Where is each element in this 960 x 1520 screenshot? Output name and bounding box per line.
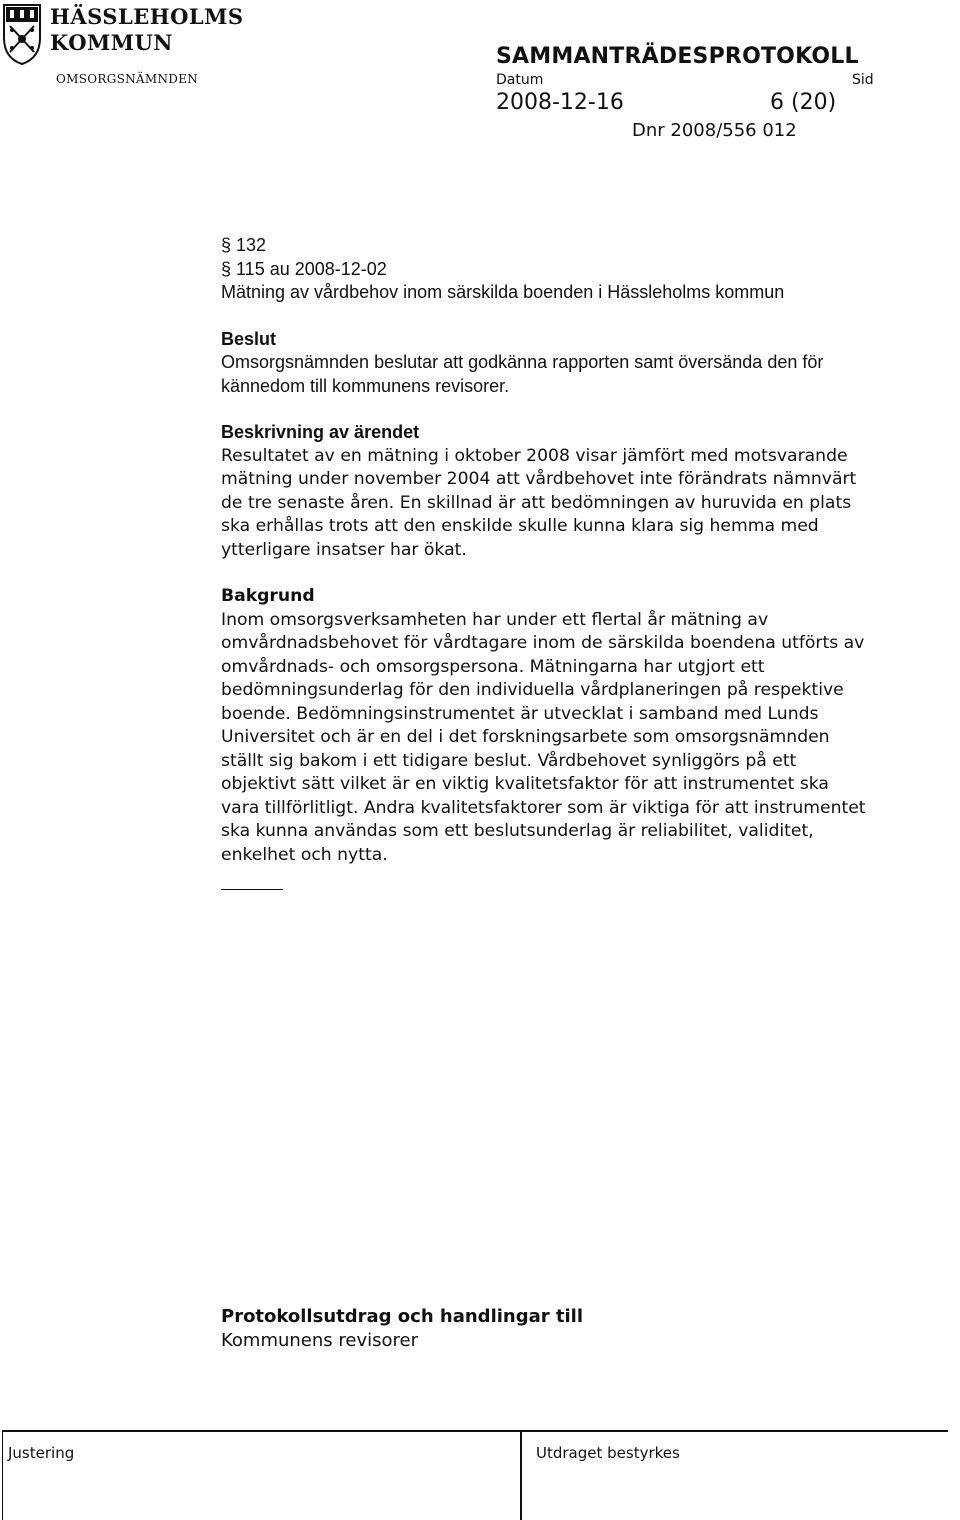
background-line: objektivt sätt vilket är en viktig kvalitetsfaktor för att instrumentet ska bbox=[221, 774, 829, 794]
description-heading: Beskrivning av ärendet bbox=[221, 422, 420, 442]
meeting-date: 2008-12-16 bbox=[496, 90, 624, 115]
background-line: omvårdnadsbehovet för vårdtagare inom de särskilda boendena utförts av bbox=[221, 633, 865, 653]
minutes-body bbox=[221, 234, 959, 867]
background-line: boende. Bedömningsinstrumentet är utvecklat i samband med Lunds bbox=[221, 703, 819, 724]
case-reference: § 115 au 2008-12-02 bbox=[221, 258, 387, 279]
description-line: de tre senaste åren. En skillnad är att bedömningen av huruvida en plats bbox=[221, 492, 852, 513]
background-line: ska kunna användas som ett beslutsunderlag är reliabilitet, validitet, bbox=[221, 821, 814, 841]
document-title: SAMMANTRÄDESPROTOKOLL bbox=[496, 44, 859, 69]
background-line: Universitet och är en del i det forskningsarbete som omsorgsnämnden bbox=[221, 727, 830, 747]
footer-rule bbox=[2, 1430, 948, 1432]
case-title: Mätning av vårdbehov inom särskilda boenden i Hässleholms kommun bbox=[221, 282, 785, 302]
organization-name bbox=[50, 4, 244, 56]
decision-heading: Beslut bbox=[221, 328, 277, 349]
description-line: ska erhållas trots att den enskilde skulle kunna klara sig hemma med bbox=[221, 516, 819, 536]
description-paragraph bbox=[221, 445, 959, 563]
organization-name-line2: KOMMUN bbox=[50, 30, 173, 55]
background-line: enkelhet och nytta. bbox=[221, 844, 388, 865]
background-paragraph bbox=[221, 609, 959, 868]
date-label: Datum bbox=[496, 72, 544, 88]
background-line: vara tillförlitligt. Andra kvalitetsfaktorer som är viktiga för att instrumentet bbox=[221, 797, 866, 818]
department-name: OMSORGSNÄMNDEN bbox=[56, 72, 199, 86]
description-line: Resultatet av en mätning i oktober 2008 visar jämfört med motsvarande bbox=[221, 445, 848, 466]
page-label: Sid bbox=[852, 72, 874, 88]
section-divider bbox=[221, 889, 283, 890]
decision-line: Omsorgsnämnden beslutar att godkänna rapporten samt översända den för bbox=[221, 352, 824, 372]
distribution-recipient: Kommunens revisorer bbox=[221, 1330, 418, 1351]
adjustment-label: Justering bbox=[8, 1444, 75, 1462]
distribution-heading: Protokollsutdrag och handlingar till bbox=[221, 1306, 584, 1327]
description-line: ytterligare insatser har ökat. bbox=[221, 539, 467, 560]
footer-left-border bbox=[2, 1431, 3, 1520]
background-line: Inom omsorgsverksamheten har under ett flertal år mätning av bbox=[221, 609, 769, 630]
decision-line: kännedom till kommunens revisorer. bbox=[221, 375, 510, 396]
description-line: mätning under november 2004 att vårdbehovet inte förändrats nämnvärt bbox=[221, 469, 857, 489]
background-heading: Bakgrund bbox=[221, 586, 315, 606]
background-line: omvårdnads- och omsorgspersona. Mätningarna har utgjort ett bbox=[221, 656, 765, 677]
case-number: § 132 bbox=[221, 235, 267, 255]
footer-column-divider bbox=[520, 1431, 522, 1520]
certified-extract-label: Utdraget bestyrkes bbox=[536, 1444, 680, 1462]
registration-number: Dnr 2008/556 012 bbox=[632, 120, 797, 141]
organization-name-line1: HÄSSLEHOLMS bbox=[50, 4, 244, 29]
background-line: bedömningsunderlag för den individuella vårdplaneringen på respektive bbox=[221, 680, 844, 700]
background-line: ställt sig bakom i ett tidigare beslut. Vårdbehovet synliggörs på ett bbox=[221, 750, 797, 771]
coat-of-arms-logo bbox=[2, 2, 42, 66]
page-number: 6 (20) bbox=[770, 90, 837, 115]
